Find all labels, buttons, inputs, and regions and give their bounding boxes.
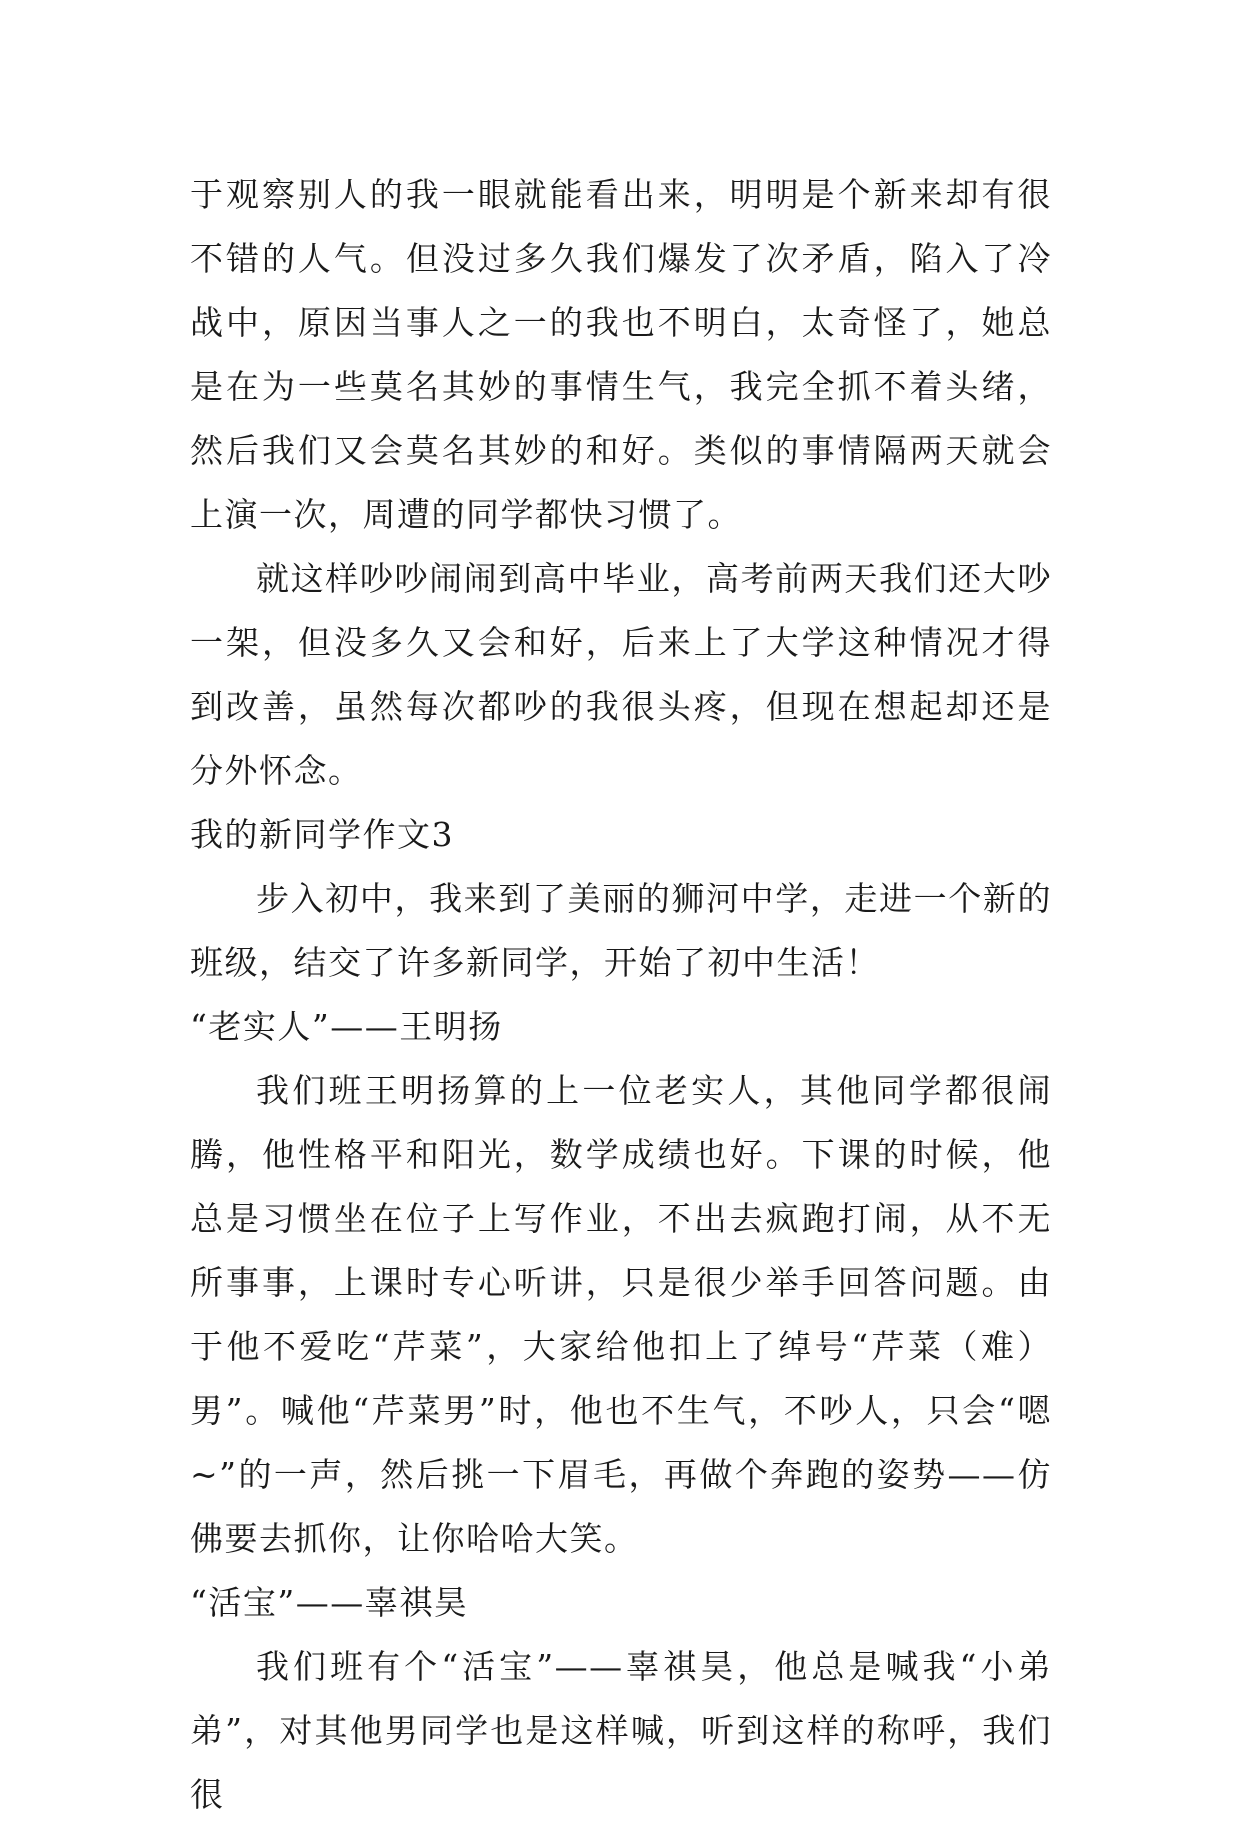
paragraph-gu: 我们班有个“活宝”——辜祺昊，他总是喊我“小弟弟”，对其他男同学也是这样喊，听到这样的称呼，我们很 — [190, 1647, 1052, 1814]
subheading-gu: “活宝”——辜祺昊 — [190, 1583, 469, 1622]
paragraph-wang: 我们班王明扬算的上一位老实人，其他同学都很闹腾，他性格平和阳光，数学成绩也好。下课的时候，他总是习惯坐在位子上写作业，不出去疯跑打闹，从不无所事事，上课时专心听讲，只是很少举手回答问题。由于他不爱吃“芹菜”，大家给他扣上了绰号“芹菜（难）男”。喊他“芹菜男”时，他也不生气，不吵人，只会“嗯~”的一声，然后挑一下眉毛，再做个奔跑的姿势——仿佛要去抓你，让你哈哈大笑。 — [190, 1071, 1052, 1558]
section-title: 我的新同学作文3 — [190, 815, 454, 854]
document-body — [190, 163, 1052, 1827]
paragraph-intro: 步入初中，我来到了美丽的狮河中学，走进一个新的班级，结交了许多新同学，开始了初中生活！ — [190, 879, 1052, 982]
subheading-wang: “老实人”——王明扬 — [190, 1007, 503, 1046]
paragraph-continuation: 于观察别人的我一眼就能看出来，明明是个新来却有很不错的人气。但没过多久我们爆发了次矛盾，陷入了冷战中，原因当事人之一的我也不明白，太奇怪了，她总是在为一些莫名其妙的事情生气，我完全抓不着头绪，然后我们又会莫名其妙的和好。类似的事情隔两天就会上演一次，周遭的同学都快习惯了。 — [190, 175, 1052, 534]
paragraph-ending: 就这样吵吵闹闹到高中毕业，高考前两天我们还大吵一架，但没多久又会和好，后来上了大学这种情况才得到改善，虽然每次都吵的我很头疼，但现在想起却还是分外怀念。 — [190, 559, 1052, 790]
